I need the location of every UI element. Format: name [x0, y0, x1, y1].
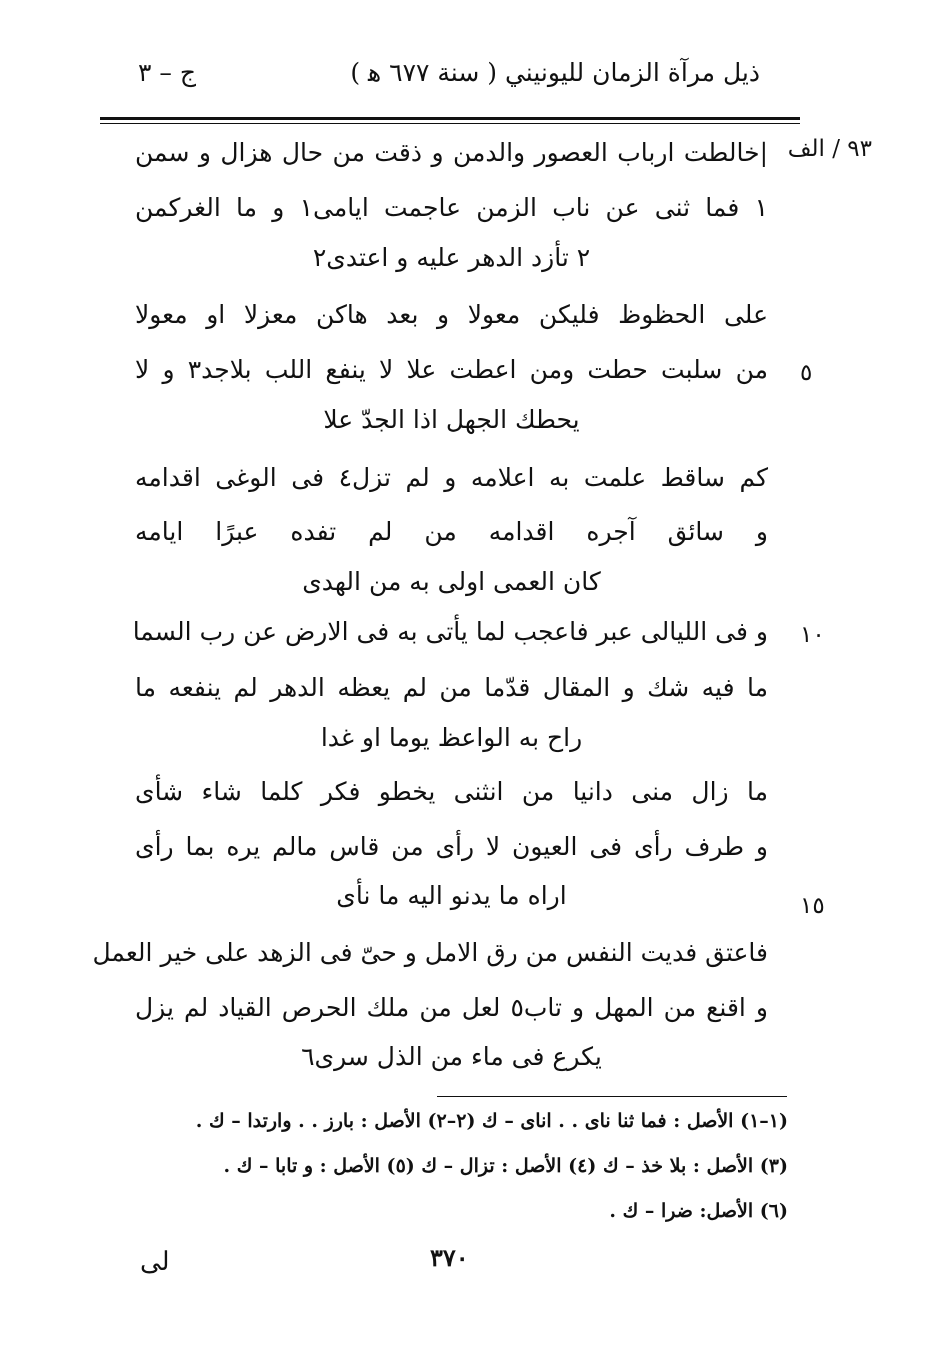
verse-line: ٢ تأزد الدهر عليه و اعتدى٢: [312, 243, 591, 272]
verse-line: كم ساقط علمت به اعلامه و لم تزل٤ فى الوغى اقدامه: [135, 463, 768, 492]
page-number: ٣٧٠: [430, 1243, 469, 1272]
verse-line: و فى الليالى عبر فاعجب لما يأتى به فى الارض عن رب السما: [132, 617, 768, 646]
verse-line: يحطك الجهل اذا الجدّ علا: [323, 405, 580, 434]
running-head-volume: ج – ٣: [138, 58, 196, 87]
header-rule-thin: [100, 123, 800, 124]
verse-line: كان العمى اولى به من الهدى: [302, 567, 601, 596]
signature-mark: لى: [140, 1247, 170, 1277]
verse-line: ما زال منى دانيا من انثنى يخطو فكر كلما شاء شأى: [135, 777, 768, 806]
verse-line: و اقنع من المهل و تاب٥ لعل من ملك الحرص القياد لم يزل: [135, 993, 768, 1022]
verse-line: ١ فما ثنى عن ناب الزمن عاجمت ايامى١ و ما الغركمن: [135, 193, 768, 222]
verse-line: يكرع فى ماء من الذل سرى٦: [301, 1042, 602, 1071]
running-head-title: ذيل مرآة الزمان لليونيني ( سنة ٦٧٧ ﻫ ): [350, 58, 760, 87]
footnote: (٦) الأصل: ضرا – ك .: [609, 1200, 788, 1222]
verse-line: ما فيه شك و المقال قدّما من لم يعظه الدهر لم ينفعه ما: [135, 673, 768, 702]
folio-marker: ٩٣ / الف: [787, 136, 872, 162]
verse-line: و طرف رأى فى العيون لا رأى من قاس مالم يره بما رأى: [135, 832, 768, 861]
verse-line: من سلبت حطت ومن اعطت علا لا ينفع اللب بلاجد٣ و لا: [135, 355, 768, 384]
footnote: (٣) الأصل : بلا خذ – ك (٤) الأصل : تزال – ك (٥) الأصل : و تابا – ك .: [223, 1155, 788, 1177]
line-number-15: ١٥: [800, 893, 825, 919]
verse-line: |خالطت ارباب العصور والدمن و ذقت من حال هزال و سمن: [135, 138, 768, 167]
header-rule: [100, 117, 800, 120]
verse-line: علی الحظوظ فليكن معولا و بعد هاكن معزلا او معولا: [135, 300, 768, 329]
verse-line: اراه ما يدنو اليه ما نأى: [336, 881, 567, 910]
verse-line: فاعتق فديت النفس من رق الامل و حىّ فى الزهد على خير العمل: [92, 938, 768, 967]
line-number-10: ١٠: [800, 622, 825, 648]
footnote-rule: [437, 1096, 787, 1097]
line-number-5: ٥: [800, 360, 813, 386]
verse-line: راح به الواعظ يوما او غدا: [320, 723, 583, 752]
footnote: (١–١) الأصل : فما ثنا نای . . انای – ك (٢–٢) الأصل : بارز . . وارتدا – ك .: [195, 1110, 788, 1132]
verse-line: و سائق آجره اقدامه من لم تفده عبرًا ايامه: [135, 517, 768, 546]
